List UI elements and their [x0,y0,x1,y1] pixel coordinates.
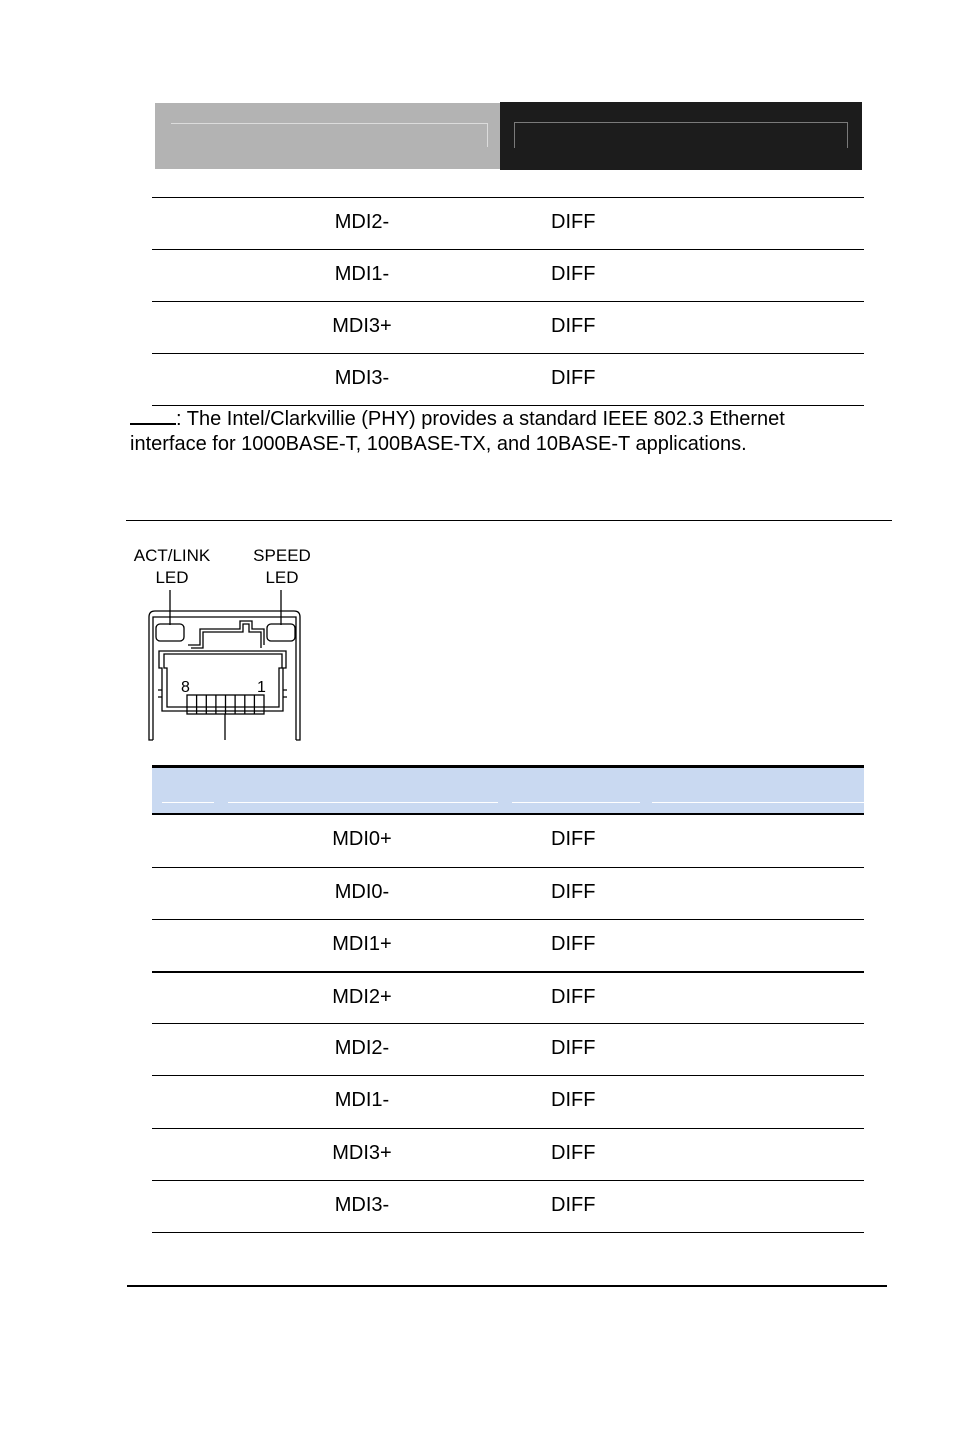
signal-cell: MDI3- [334,1194,390,1216]
type-cell: DIFF [551,986,596,1008]
speed-label-line1: SPEED [253,546,311,565]
act-link-led-label [126,545,218,589]
type-cell: DIFF [551,367,596,389]
type-cell: DIFF [551,828,596,850]
signal-cell: MDI0+ [332,828,392,850]
header-band-right [500,102,862,170]
footer-rule [127,1285,887,1287]
table-row [152,1075,864,1127]
header-right-rule [514,122,848,148]
signal-cell: MDI2+ [332,986,392,1008]
act-link-label-line1: ACT/LINK [133,546,211,565]
note-text: : The Intel/Clarkvillie (PHY) provides a standard IEEE 802.3 Ethernet interface for 1000BASE-T, 100BASE-TX, and 10BASE-T applications. [130,408,785,455]
table-row [152,301,864,353]
table-row [152,353,864,405]
header-cell-rule [162,802,214,803]
signal-cell: MDI1+ [332,933,392,955]
table-row [152,197,864,249]
type-cell: DIFF [551,1142,596,1164]
signal-cell: MDI1- [334,263,390,285]
table-bottom-rule [152,1232,864,1233]
table-row [152,1180,864,1232]
header-cell-rule [512,802,640,803]
header-band-left [155,103,500,169]
rj45-connector-icon [140,585,310,745]
signal-cell: MDI3+ [332,1142,392,1164]
type-cell: DIFF [551,881,596,903]
header-cell-rule [652,802,864,803]
table-row [152,1023,864,1075]
signal-cell: MDI0- [334,881,390,903]
note-paragraph [130,407,850,457]
type-cell: DIFF [551,211,596,233]
type-cell: DIFF [551,263,596,285]
pin-1-label: 1 [257,679,266,696]
type-cell: DIFF [551,933,596,955]
signal-cell: MDI2- [334,1037,390,1059]
note-label-blank [130,407,176,425]
type-cell: DIFF [551,1089,596,1111]
signal-cell: MDI3- [334,367,390,389]
table-row [152,249,864,301]
type-cell: DIFF [551,1194,596,1216]
table2-header [152,768,864,813]
header-left-rule [171,123,488,147]
signal-cell: MDI2- [334,211,390,233]
speed-led-label [246,545,318,589]
act-link-label-line2: LED [155,568,189,587]
type-cell: DIFF [551,315,596,337]
table-bottom-rule [152,405,864,406]
table-row [152,815,864,867]
pin-8-label: 8 [181,679,190,696]
section-rule [126,520,892,521]
table-row [152,1128,864,1180]
table-row [152,971,864,1023]
header-cell-rule [228,802,498,803]
table-row [152,919,864,971]
type-cell: DIFF [551,1037,596,1059]
signal-cell: MDI1- [334,1089,390,1111]
signal-cell: MDI3+ [332,315,392,337]
speed-label-line2: LED [265,568,299,587]
table-row [152,867,864,919]
